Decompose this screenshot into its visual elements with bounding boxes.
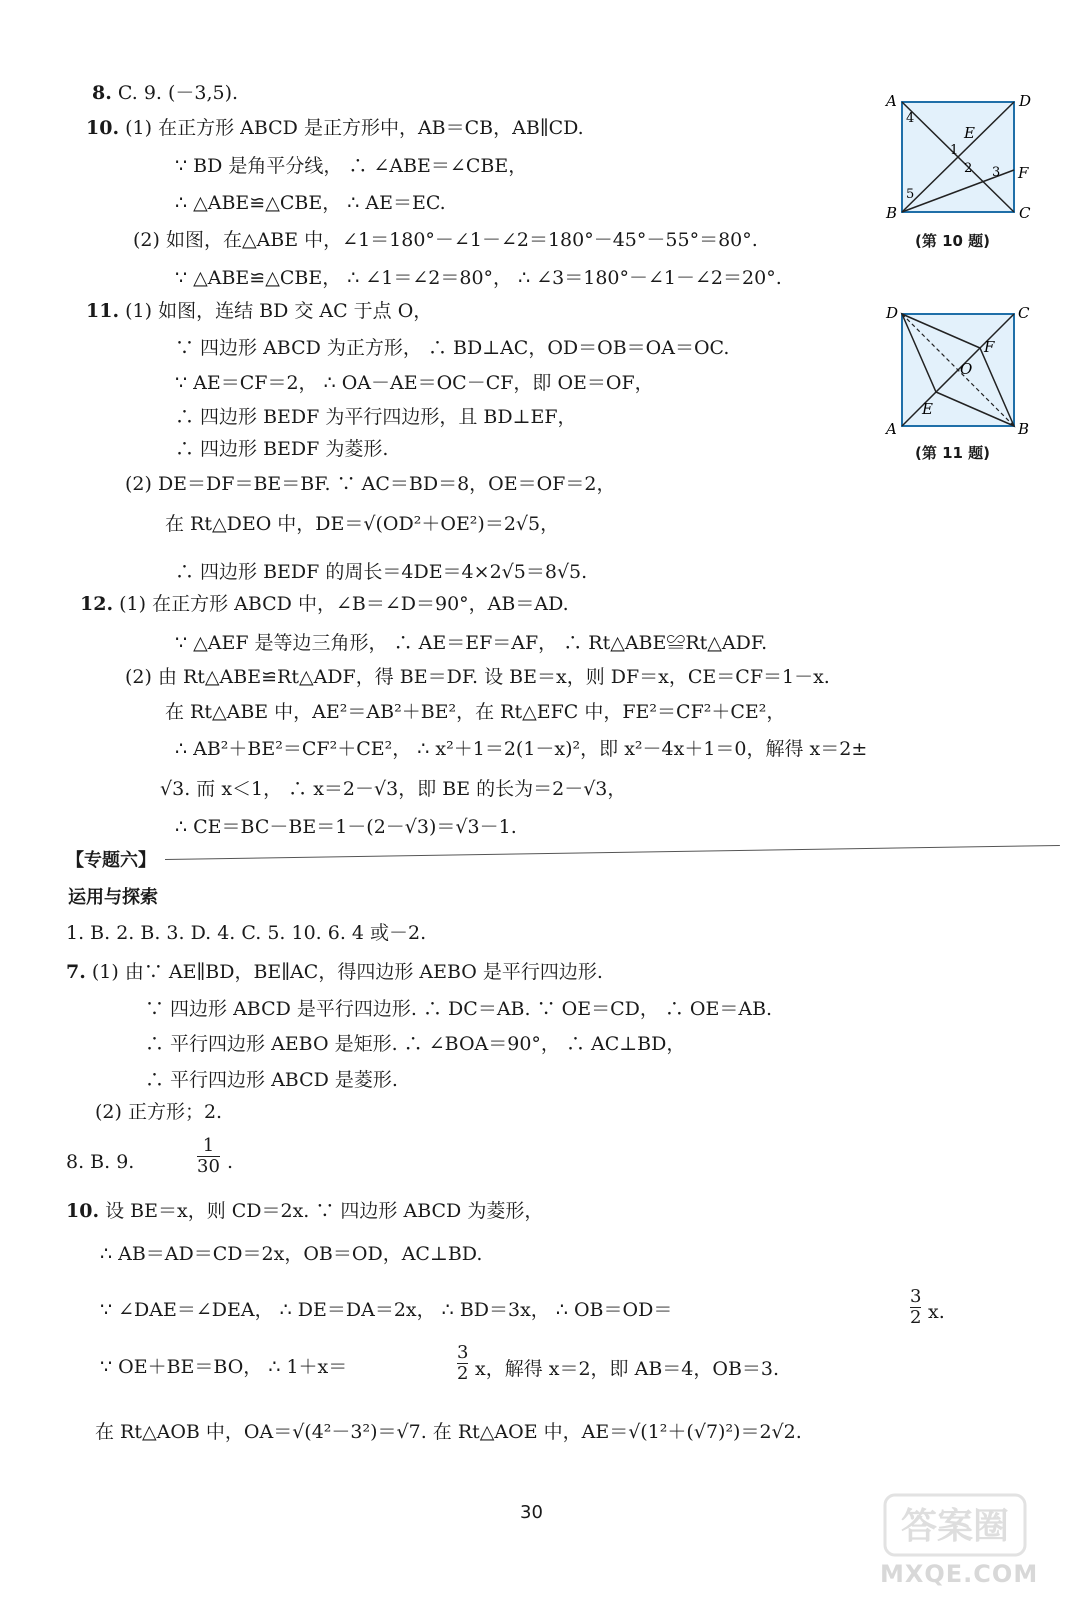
answer-7-1-line1: 7. (1) 由∵ AE∥BD，BE∥AC，得四边形 AEBO 是平行四边形. (66, 961, 603, 983)
figure-10-caption: (第 10 题) (915, 232, 991, 250)
fraction-three-halves-a: $\frac{3}{2}$ (910, 1286, 922, 1328)
answer-10-line4-tail: x，解得 x＝2，即 AB＝4，OB＝3. (475, 1358, 780, 1380)
answer-7-1-line3: ∴ 平行四边形 AEBO 是矩形. ∴ ∠BOA＝90°， ∴ AC⊥BD， (145, 1033, 686, 1055)
answer-11-1-line5: ∴ 四边形 BEDF 为菱形. (175, 438, 389, 460)
answer-10-2-line2: ∵ △ABE≌△CBE， ∴ ∠1＝∠2＝80°， ∴ ∠3＝180°－∠1－∠2＝20°. (175, 267, 782, 289)
answer-10-line3: ∵ ∠DAE＝∠DEA， ∴ DE＝DA＝2x， ∴ BD＝3x， ∴ OB＝OD＝ (100, 1299, 673, 1321)
label-b: B (1018, 420, 1030, 438)
answer-7-2: (2) 正方形；2. (95, 1101, 223, 1123)
angle-1: 1 (950, 143, 959, 158)
answer-10-1-line3: ∴ △ABE≌△CBE， ∴ AE＝EC. (175, 192, 446, 214)
answers-1-6: 1. B. 2. B. 3. D. 4. C. 5. 10. 6. 4 或－2. (66, 922, 427, 944)
answer-12-1-line2: ∵ △AEF 是等边三角形， ∴ AE＝EF＝AF， ∴ Rt△ABE≌Rt△ADF. (175, 632, 768, 654)
label-c: C (1019, 204, 1031, 222)
answer-11-2-line1: (2) DE＝DF＝BE＝BF. ∵ AC＝BD＝8，OE＝OF＝2， (125, 473, 616, 495)
fraction-period: . (227, 1151, 234, 1173)
answer-12-2-line4: √3. 而 x＜1， ∴ x＝2－√3，即 BE 的长为＝2－√3， (160, 778, 627, 800)
label-c: C (1018, 304, 1030, 322)
figure-10 (880, 90, 1040, 230)
label-f: F (984, 338, 995, 356)
answer-12-1-line1: 12. (1) 在正方形 ABCD 中，∠B＝∠D＝90°，AB＝AD. (80, 593, 569, 615)
label-f: F (1018, 164, 1029, 182)
page-number: 30 (520, 1502, 543, 1523)
label-d: D (1019, 92, 1032, 110)
answer-10-1-line1: 10. (1) 在正方形 ABCD 是正方形中，AB＝CB，AB∥CD. (86, 117, 584, 139)
label-a: A (886, 92, 897, 110)
fraction-one-thirtieth: $\frac{1}{30}$ (197, 1135, 220, 1177)
answer-10-line1: 10. 设 BE＝x，则 CD＝2x. ∵ 四边形 ABCD 为菱形， (66, 1200, 544, 1222)
label-o: O (960, 360, 973, 378)
answer-10-line2: ∴ AB＝AD＝CD＝2x，OB＝OD，AC⊥BD. (100, 1243, 483, 1265)
answer-11-1-line3: ∵ AE＝CF＝2， ∴ OA－AE＝OC－CF，即 OE＝OF， (175, 372, 654, 394)
answer-10-1-line2: ∵ BD 是角平分线， ∴ ∠ABE＝∠CBE， (175, 155, 528, 177)
figure-11-caption: (第 11 题) (915, 444, 991, 462)
answer-12-2-line1: (2) 由 Rt△ABE≌Rt△ADF，得 BE＝DF. 设 BE＝x，则 DF＝x，CE＝CF＝1－x. (125, 666, 830, 688)
section-divider (165, 845, 1060, 860)
label-d: D (886, 304, 899, 322)
answer-7-1-line4: ∴ 平行四边形 ABCD 是菱形. (145, 1069, 398, 1091)
watermark-text: MXQE.COM (880, 1560, 1039, 1588)
watermark-logo-text: 答案圈 (900, 1506, 1010, 1547)
fraction-three-halves-b: $\frac{3}{2}$ (457, 1342, 469, 1384)
answer-12-2-line5: ∴ CE＝BC－BE＝1－(2－√3)＝√3－1. (175, 816, 517, 838)
label-e: E (922, 400, 933, 418)
answer-11-1-line4: ∴ 四边形 BEDF 为平行四边形，且 BD⊥EF， (175, 406, 577, 428)
figure-11 (880, 302, 1040, 442)
answer-12-2-line2: 在 Rt△ABE 中，AE²＝AB²＋BE²，在 Rt△EFC 中，FE²＝CF²＋CE²， (165, 701, 786, 723)
answer-10-2-line1: (2) 如图，在△ABE 中，∠1＝180°－∠1－∠2＝180°－45°－55°＝80°. (133, 229, 758, 251)
answer-10-line5: 在 Rt△AOB 中，OA＝√(4²－3²)＝√7. 在 Rt△AOE 中，AE＝√(1²＋(√7)²)＝2√2. (95, 1421, 802, 1443)
label-a: A (886, 420, 897, 438)
section-heading: 运用与探索 (68, 887, 158, 908)
angle-2: 2 (964, 161, 973, 176)
answer-10-line4: ∵ OE＋BE＝BO， ∴ 1＋x＝ (100, 1356, 348, 1378)
answer-10-line3-tail: x. (928, 1301, 945, 1323)
angle-3: 3 (992, 165, 1001, 180)
angle-4: 4 (906, 111, 915, 126)
label-b: B (886, 204, 898, 222)
answer-11-2-line3: ∴ 四边形 BEDF 的周长＝4DE＝4×2√5＝8√5. (175, 561, 588, 583)
answer-7-1-line2: ∵ 四边形 ABCD 是平行四边形. ∴ DC＝AB. ∵ OE＝CD， ∴ OE＝AB. (145, 998, 773, 1020)
label-e: E (964, 124, 975, 142)
answer-8-9-bottom: 8. B. 9. (66, 1151, 135, 1173)
answer-11-2-line2: 在 Rt△DEO 中，DE＝√(OD²＋OE²)＝2√5， (165, 513, 560, 535)
answer-11-1-line1: 11. (1) 如图，连结 BD 交 AC 于点 O， (86, 300, 433, 322)
answer-12-2-line3: ∴ AB²＋BE²＝CF²＋CE²， ∴ x²＋1＝2(1－x)²，即 x²－4x＋1＝0，解得 x＝2± (175, 738, 868, 760)
topic-heading: 【专题六】 (66, 850, 156, 871)
answer-8-9: 8. C. 9. (－3,5). (92, 82, 239, 104)
answer-11-1-line2: ∵ 四边形 ABCD 为正方形， ∴ BD⊥AC，OD＝OB＝OA＝OC. (175, 337, 730, 359)
angle-5: 5 (906, 187, 915, 202)
